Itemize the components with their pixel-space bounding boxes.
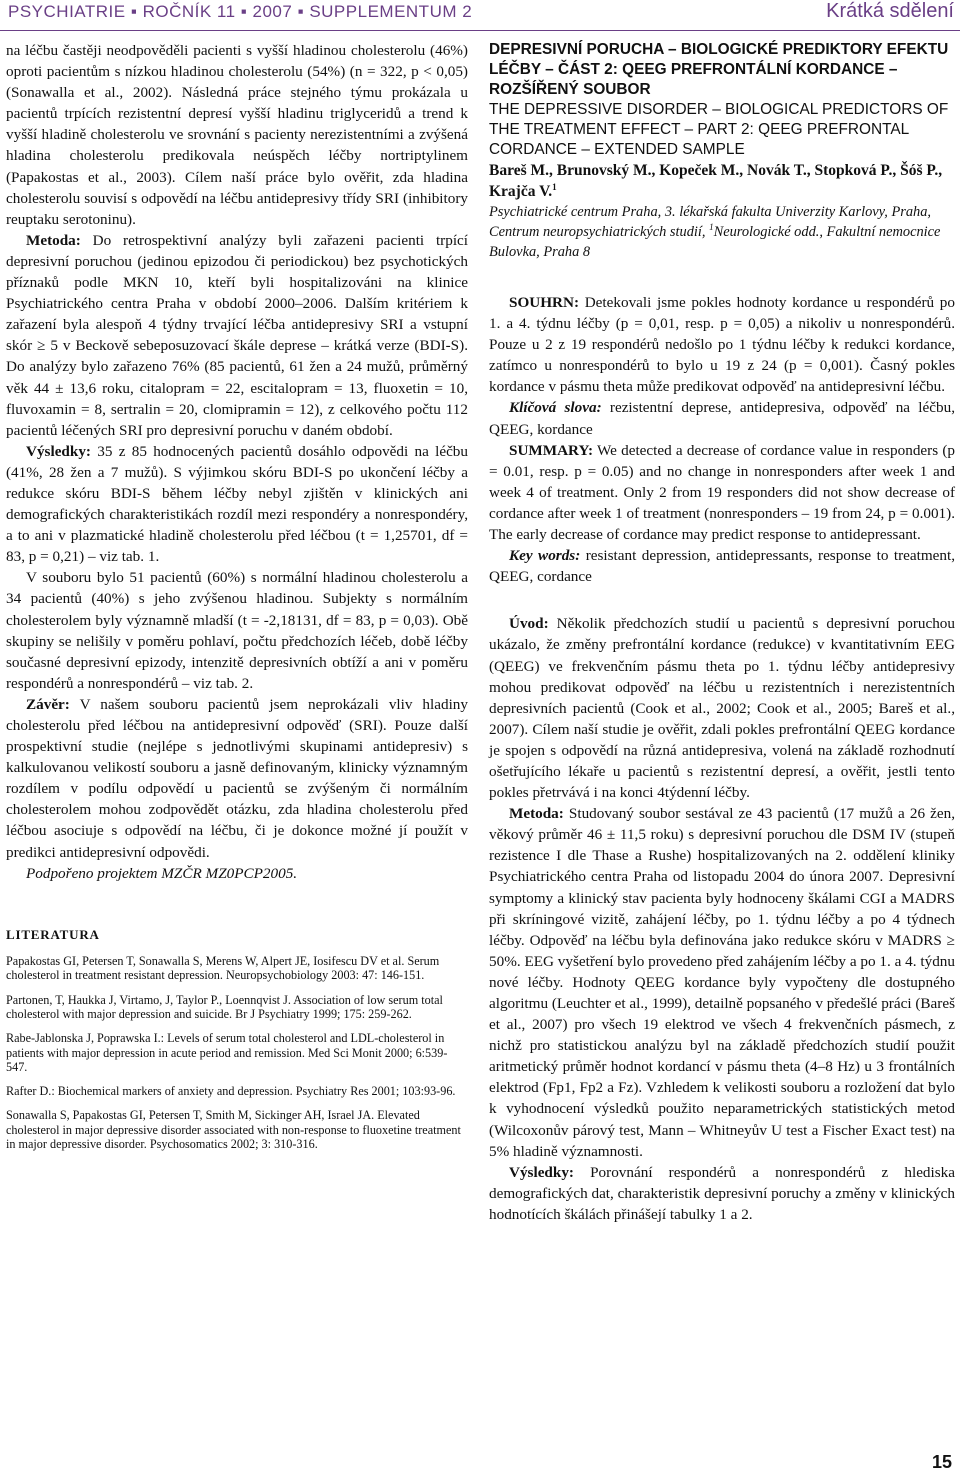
zaver-text: V našem souboru pacientů jsem neprokázali vliv hladiny cholesterolu před léčbou na antidepresivní odpověď (SRI). Pouze další prospektivní studie (nejlépe s jednotlivými skupinami antidepresiv) s kalkulovanou velikostí souboru a jasně definovaným, klinicky významným rozdílem v podílu odpovědí u pacientů se zvýšeným či normálním cholesterolem mohou zodpovědět otázku, zda hladina cholesterolu před léčbou asociuje s odpovědí na léčbu, či je dokonce možné jí použít v predikci antidepresivní odpovědi. <box>6 695 468 861</box>
vysledky-text-right: Porovnání respondérů a nonrespondérů z hlediska demografických dat, charakteristik depresivní poruchy a změny v klinických hodnotících škálách přinášejí tabulky 1 a 2. <box>489 1163 956 1223</box>
references-section <box>6 928 468 1152</box>
zaver-label: Závěr: <box>26 695 70 713</box>
authors-text: Bareš M., Brunovský M., Kopeček M., Novák T., Stopková P., Šóš P., Krajča V. <box>489 162 943 200</box>
klicova-slova-text: rezistentní deprese, antidepresiva, odpověď na léčbu, QEEG, kordance <box>489 399 955 438</box>
klicova-slova-label: Klíčová slova: <box>509 399 602 417</box>
authors-superscript: 1 <box>552 181 557 192</box>
references-title: LITERATURA <box>6 926 100 942</box>
support-note: Podpořeno projektem MZČR MZ0PCP2005. <box>26 864 298 882</box>
souboru-paragraph: V souboru bylo 51 pacientů (60%) s normální hladinou cholesterolu a 34 pacientů (40%) s jeho zvýšenou hladinou. Subjekty s normálním cholesterolem byly významně mladší (t = -2,18131, df = 83, p = 0,03). Obě skupiny se nelišily v poměru pohlaví, počtu předchozích léčeb, době léčby současné depresivní epizody, intenzitě depresivních obtíží a ani v poměru respondérů a nonrespondérů – viz tab. 2. <box>6 569 468 692</box>
reference-item: Papakostas GI, Petersen T, Sonawalla S, Merens W, Alpert JE, Iosifescu DV et al. Serum cholesterol in treatment resistant depression. Neuropsychobiology 2003: 47: 146-151. <box>6 954 440 983</box>
vysledky-text: 35 z 85 hodnocených pacientů dosáhlo odpovědi na léčbu (41%, 28 žen a 7 mužů). S výjimkou skóru BDI-S po ukončení léčby a redukce skóru BDI-S během léčby nebyl zjištěn v klinických ani demografických charakteristikách rozdíl mezi respondéry a nonrespondéry, a to ani v plazmatické hladině cholesterolu před léčbou (t = 1,25701, df = 83, p = 0,21) – viz tab. 1. <box>6 442 468 566</box>
metoda-paragraph <box>6 230 468 441</box>
section-header: Krátká sdělení <box>826 0 954 22</box>
key-words-label: Key words: <box>509 547 581 565</box>
article-title-en: THE DEPRESSIVE DISORDER – BIOLOGICAL PREDICTORS OF THE TREATMENT EFFECT – PART 2: QEEG PREFRONTAL CORDANCE – EXTENDED SAMPLE <box>489 101 949 158</box>
reference-item: Rabe-Jablonska J, Poprawska I.: Levels of serum total cholesterol and LDL-cholesterol in patients with major depression in acute period and remission. Med Sci Monit 2000; 6:539-547. <box>6 1031 448 1074</box>
vysledky-label: Výsledky: <box>26 442 91 460</box>
summary-paragraph <box>489 440 955 545</box>
uvod-paragraph <box>489 613 955 803</box>
uvod-text: Několik předchozích studií u pacientů s depresivní poruchou ukázalo, že změny prefrontální kordance (redukce) v kvantitativním EEG (QEEG) ve frekvenčním pásmu theta po 1. týdnu léčby antidepresivy mohou predikovat odpověď na léčbu u rezistentních i nerezistentních depresivních pacientů (Cook et al., 2002; Cook et al., 2005; Bareš et al., 2007). Cílem naší studie je ověřit, zdali pokles prefrontální QEEG kordance je spojen s odpovědí na různá antidepresiva, volená na základě rozhodnutí ošetřujícího lékaře u pacientů s rezistentní depresí, a ověřit, jestli tento pokles přetrvává i na konci 4týdenní léčby. <box>489 615 955 802</box>
key-words-paragraph <box>489 545 955 587</box>
affiliation-superscript: 1 <box>709 222 714 233</box>
zaver-paragraph <box>6 694 468 863</box>
metoda-paragraph-right <box>489 803 955 1162</box>
reference-item: Partonen, T, Haukka J, Virtamo, J, Taylor P., Loennqvist J. Association of low serum total cholesterol with major depression and suicide. Br J Psychiatry 1999; 175: 259-262. <box>6 992 443 1021</box>
souhrn-text: Detekovali jsme pokles hodnoty kordance u respondérů po 1. a 4. týdnu léčby (p = 0,01, resp. p = 0,05) a nikoliv u nonrespondérů. Pouze u 2 z 19 respondérů nedošlo po 1 týdnu léčby k redukci kordance, zatímco u nonrespondérů to bylo u 19 z 24 (p = 0,001). Časný pokles kordance v pásmu theta může predikovat odpověď na antidepresivní léčbu. <box>489 294 955 396</box>
intro-paragraph: na léčbu častěji neodpověděli pacienti s vyšší hladinou cholesterolu (46%) oproti pacientům s nízkou hladinou cholesterolu (54%) (n = 322, p < 0,05) (Sonawalla et al., 2002). Následná práce stejného týmu prokázala u pacientů trpících rezistentní depresí vyšší hladinu triglyceridů a trend k vyšší hladině cholesterolu ve srovnání s pacienty nerezistentními a zvýšená hladina cholesterolu predikovala neúspěch léčby nortriptylinem (Papakostas et al., 2003). Cílem naší práce bylo ověřit, zda hladina cholesterolu souvisí s odpovědí na léčbu antidepresivy třídy SRI (inhibitory reuptaku serotoninu). <box>6 42 468 228</box>
vysledky-paragraph-right <box>489 1162 955 1225</box>
vysledky-label-right: Výsledky: <box>509 1163 574 1181</box>
affiliation-text-1: Psychiatrické centrum Praha, 3. lékařská fakulta Univerzity Karlovy, Praha, Centrum neuropsychiatrických studií, <box>489 204 932 240</box>
summary-label: SUMMARY: <box>509 441 594 459</box>
souhrn-label: SOUHRN: <box>509 294 580 311</box>
uvod-label: Úvod: <box>509 615 549 633</box>
reference-item: Sonawalla S, Papakostas GI, Petersen T, Smith M, Sickinger AH, Israel JA. Elevated cholesterol in major depressive disorder associated with non-response to fluoxetine treatment in major depressive disorder. Psychosomatics 2002; 3: 310-316. <box>6 1108 461 1152</box>
klicova-slova-paragraph <box>489 397 955 439</box>
metoda-text-right: Studovaný soubor sestával ze 43 pacientů (17 mužů a 26 žen, věkový průměr 46 ± 11,5 roku) s depresivní poruchou dle DSM IV (stupeň rezistence I dle Thase a Rushe) hospitalizovaných na 2. oddělení kliniky Psychiatrického centra Praha od listopadu 2004 do února 2007. Depresivní symptomy a klinický stav pacienta byly hodnoceny škálami CGI a MADRS při skríningové vizitě, zahájení léčby, po 1. týdnu léčby a po 4 týdnech léčby. Odpověď na léčbu byla definována jako redukce skóru v MADRS ≥ 50%. EEG vyšetření bylo provedeno před zahájením léčby a po 1. a 4. týdnu nové léčby. Hodnoty QEEG kordance byly vypočteny dle dostupného algoritmu (Leuchter et al., 1999), detailně popsaného v předešlé práci (Bareš et al., 2007) pro všech 19 elektrod ve všech 4 frekvenčních pásmech, z nichž pro statistickou analýzu byl na základě předchozích studií použit aritmetický průměr hodnot kordancí v pásmu theta (4–8 Hz) u 3 frontálních elektrod (Fp1, Fp2 a Fz). Vzhledem k velikosti souboru a rozložení dat bylo k vyhodnocení výsledků použito neparametrických statistických metod (Wilcoxonův párový test, Mann – Whitneyův U test a Fischer Exact test) na 5% hladině významnosti. <box>489 805 955 1160</box>
key-words-text: resistant depression, antidepressants, response to treatment, QEEG, cordance <box>489 547 956 586</box>
vysledky-paragraph <box>6 441 468 568</box>
summary-text: We detected a decrease of cordance value in responders (p = 0.01, resp. p = 0.05) and no change in nonresponders after week 1 and week 4 of treatment. Only 2 from 19 responders did not show decrease of cordance after week 1 of treatment (nonresponders – 19 from 24, p = 0.001). The early decrease of cordance may predict response to antidepressant. <box>489 441 955 544</box>
article-authors <box>489 160 955 202</box>
running-header <box>0 0 960 31</box>
souhrn-paragraph <box>489 292 955 397</box>
affiliation-text-2: Neurologické odd., Fakultní nemocnice Bulovka, Praha 8 <box>489 224 941 260</box>
right-column <box>489 40 955 1225</box>
reference-item: Rafter D.: Biochemical markers of anxiety and depression. Psychiatry Res 2001; 103:93-96. <box>6 1084 456 1099</box>
article-title-cz: DEPRESIVNÍ PORUCHA – BIOLOGICKÉ PREDIKTORY EFEKTU LÉČBY – ČÁST 2: QEEG PREFRONTÁLNÍ KORDANCE – ROZŠÍŘENÝ SOUBOR <box>489 41 949 98</box>
page-number: 15 <box>931 1452 952 1472</box>
left-column <box>6 40 468 1161</box>
metoda-text: Do retrospektivní analýzy byli zařazeni pacienti trpící depresivní poruchou (jedinou epizodou či periodickou) bez psychotických příznaků podle MKN 10, kteří byli hospitalizováni na klinice Psychiatrického centra Praha v období 2000–2006. Dalším kritériem k zařazení byla alespoň 4 týdny trvající léčba antidepresivy SRI a vstupní skór ≥ 5 v Beckově sebeposuzovací škále deprese – krátká verze (BDI-S). Do analýzy bylo zařazeno 76% (85 pacientů, 61 žen a 24 mužů, průměrný věk 44 ± 13,6 roku, citalopram = 22, escitalopram = 13, fluoxetin = 10, fluvoxamin = 8, sertralin = 20, clomipramin = 12), z celkového počtu 112 pacientů léčených SRI pro depresivní poruchu v daném období. <box>6 231 468 439</box>
metoda-label: Metoda: <box>26 231 81 249</box>
article-affiliation <box>489 202 955 262</box>
metoda-label-right: Metoda: <box>509 805 564 823</box>
journal-header: PSYCHIATRIE ▪ ROČNÍK 11 ▪ 2007 ▪ SUPPLEMENTUM 2 <box>8 2 473 21</box>
